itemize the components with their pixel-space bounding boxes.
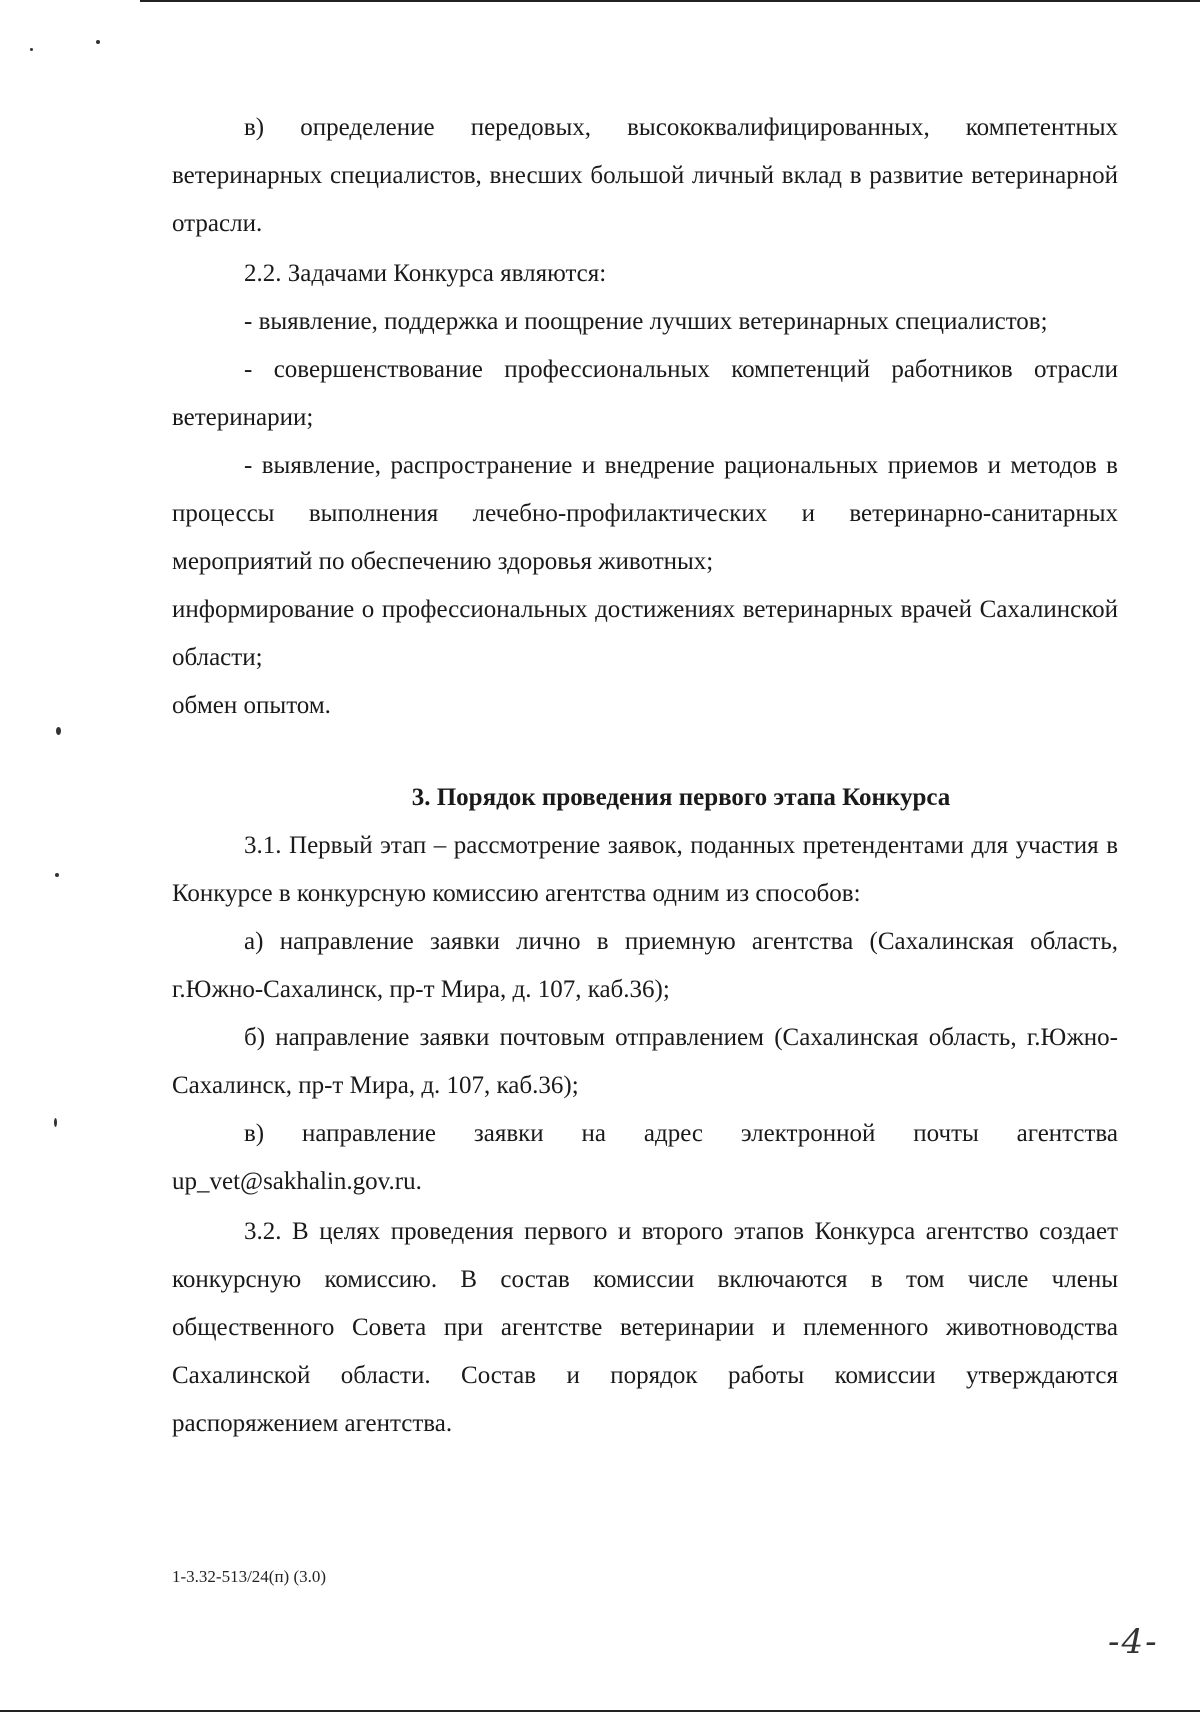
bottom-scan-edge — [0, 1710, 1200, 1712]
paragraph: 3.1. Первый этап – рассмотрение заявок, поданных претендентами для участия в Конкурсе в конкурсную комиссию агентства одним из способов: — [172, 832, 1118, 907]
scan-speck — [54, 1118, 57, 1127]
scan-speck — [56, 727, 61, 735]
paragraph: - выявление, поддержка и поощрение лучших ветеринарных специалистов; — [244, 308, 1048, 335]
paragraph: в) определение передовых, высококвалифицированных, компетентных ветеринарных специалистов, внесших большой личный вклад в развитие ветеринарной отрасли. — [172, 114, 1118, 237]
document-body — [172, 104, 1118, 1448]
document-code: 1-3.32-513/24(п) (3.0) — [172, 1567, 327, 1586]
paragraph: 3.2. В целях проведения первого и второго этапов Конкурса агентство создает конкурсную комиссию. В состав комиссии включаются в том числе члены общественного Совета при агентстве ветеринарии и племенного животноводства Сахалинской области. Состав и порядок работы комиссии утверждаются распоряжением агентства. — [172, 1218, 1118, 1437]
paragraph: б) направление заявки почтовым отправлением (Сахалинская область, г.Южно-Сахалинск, пр-т Мира, д. 107, каб.36); — [172, 1024, 1118, 1099]
top-scan-edge — [140, 0, 1200, 2]
page-number: -4- — [1108, 1622, 1159, 1662]
paragraph: - выявление, распространение и внедрение рациональных приемов и методов в процессы выполнения лечебно-профилактических и ветеринарно-санитарных мероприятий по обеспечению здоровья животных; — [172, 452, 1118, 575]
section-heading: 3. Порядок проведения первого этапа Конкурса — [411, 784, 951, 811]
paragraph: - совершенствование профессиональных компетенций работников отрасли ветеринарии; — [172, 356, 1118, 431]
scan-speck — [55, 873, 59, 877]
paragraph: обмен опытом. — [172, 692, 331, 719]
paragraph: в) направление заявки на адрес электронной почты агентства up_vet@sakhalin.gov.ru. — [172, 1120, 1118, 1195]
paragraph: а) направление заявки лично в приемную агентства (Сахалинская область, г.Южно-Сахалинск, пр-т Мира, д. 107, каб.36); — [172, 928, 1118, 1003]
paragraph: 2.2. Задачами Конкурса являются: — [244, 260, 607, 287]
paragraph: информирование о профессиональных достижениях ветеринарных врачей Сахалинской области; — [172, 596, 1118, 671]
scan-speck — [96, 40, 100, 44]
scan-speck — [30, 48, 33, 51]
